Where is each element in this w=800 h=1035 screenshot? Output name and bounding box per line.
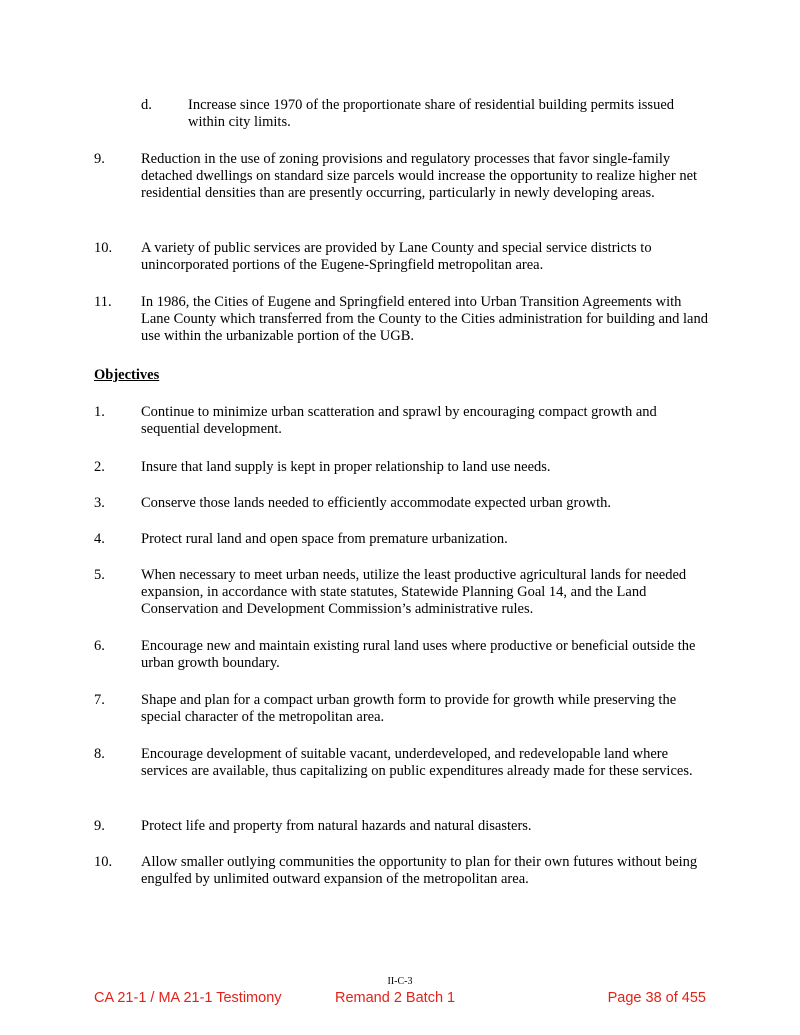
footer [0,988,800,1008]
objective-7-number: 7. [94,692,105,708]
objective-4-number: 4. [94,531,105,547]
finding-10-text: A variety of public services are provided by Lane County and special service districts to unincorporated portions of the Eugene-Springfield metropolitan area. [141,240,652,273]
objective-9-number: 9. [94,818,105,834]
footer-batch-label: Remand 2 Batch 1 [335,990,456,1006]
finding-10-number: 10. [94,240,113,256]
objective-6-number: 6. [94,638,105,654]
objective-2-text: Insure that land supply is kept in proper relationship to land use needs. [141,459,551,475]
objective-3-number: 3. [94,495,105,511]
objective-2-number: 2. [94,459,105,475]
objective-8-number: 8. [94,746,105,762]
finding-11-text: In 1986, the Cities of Eugene and Springfield entered into Urban Transition Agreements with Lane County which transferred from the County to the Cities administration for building and land use within the urbanizable portion of the UGB. [141,294,708,344]
finding-9-text: Reduction in the use of zoning provisions and regulatory processes that favor single-family detached dwellings on standard size parcels would increase the opportunity to realize higher net residential densities than are presently occurring, particularly in newly developing areas. [141,151,698,201]
objective-10-number: 10. [94,854,113,870]
objective-1-number: 1. [94,404,105,420]
objective-5-text: When necessary to meet urban needs, utilize the least productive agricultural lands for needed expansion, in accordance with state statutes, Statewide Planning Goal 14, and the Land Conservation and Development Commission’s administrative rules. [141,567,687,617]
objective-4-text: Protect rural land and open space from premature urbanization. [141,531,508,547]
finding-11-number: 11. [94,294,112,310]
finding-9-number: 9. [94,151,105,167]
objective-10-text: Allow smaller outlying communities the opportunity to plan for their own futures without being engulfed by unlimited outward expansion of the metropolitan area. [141,854,698,887]
objective-9-text: Protect life and property from natural hazards and natural disasters. [141,818,532,834]
finding-d-number: d. [141,97,152,113]
page-code: II-C-3 [387,976,413,987]
objective-1-text: Continue to minimize urban scatteration and sprawl by encouraging compact growth and sequential development. [141,404,657,437]
footer-page-counter: Page 38 of 455 [607,990,706,1006]
footer-case-label: CA 21-1 / MA 21-1 Testimony [94,990,282,1006]
objective-6-text: Encourage new and maintain existing rural land uses where productive or beneficial outside the urban growth boundary. [141,638,696,671]
objective-3-text: Conserve those lands needed to efficiently accommodate expected urban growth. [141,495,612,511]
finding-d-text: Increase since 1970 of the proportionate share of residential building permits issued within city limits. [188,97,675,130]
objectives-heading: Objectives [94,367,160,383]
objective-7-text: Shape and plan for a compact urban growth form to provide for growth while preserving the special character of the metropolitan area. [141,692,677,725]
objective-8-text: Encourage development of suitable vacant, underdeveloped, and redevelopable land where services are available, thus capitalizing on public expenditures already made for these services. [141,746,693,779]
objective-5-number: 5. [94,567,105,583]
